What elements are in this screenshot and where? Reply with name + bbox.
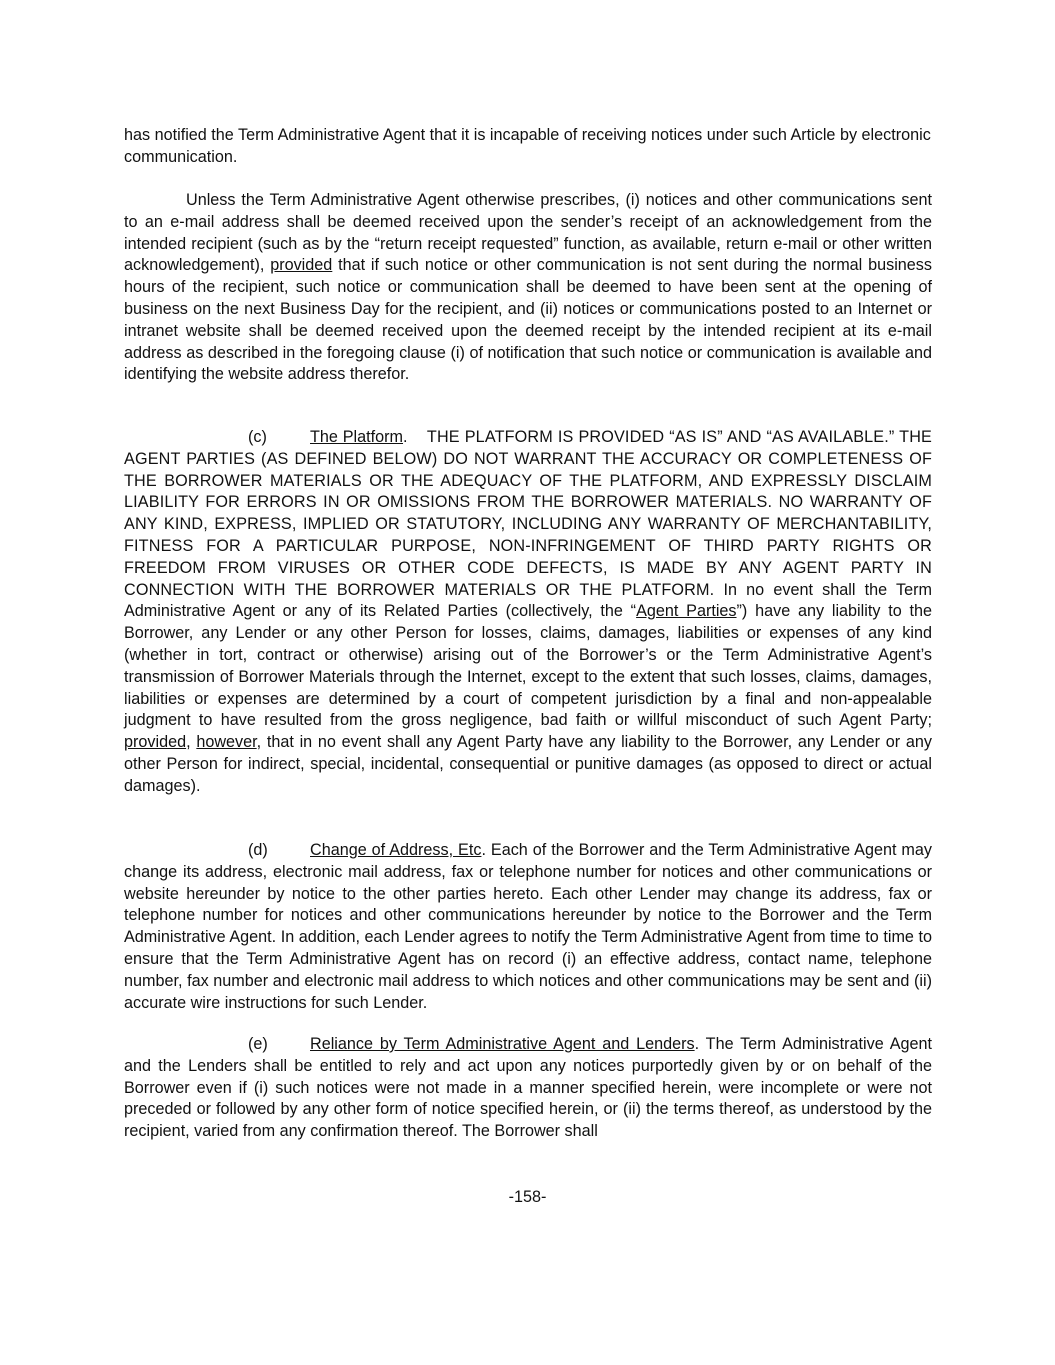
paragraph-continuation	[124, 125, 932, 169]
agent-parties-term: Agent Parties	[636, 602, 737, 621]
section-heading: Change of Address, Etc	[310, 841, 482, 859]
section-label: (e)	[248, 1035, 268, 1053]
paragraph-text: ”) have any liability to the Borrower, any Lender or any other Person for losses, claims, damages, liabilities or expenses of any kind (whether in tort, contract or otherwise) arising out of the Borrower’s or the Term Administrative Agent’s transmission of Borrower Materials through the Internet, except to the extent that such losses, claims, damages, liabilities or expenses are determined by a court of competent jurisdiction by a final and non-appealable judgment to have resulted from the gross negligence, bad faith or willful misconduct of such Agent Party;	[124, 602, 932, 730]
paragraph-text: , that in no event shall any Agent Party have any liability to the Borrower, any Lender or any other Person for indirect, special, incidental, consequential or punitive damages (as opposed to direct or actual damages).	[124, 733, 932, 795]
section-label: (d)	[248, 841, 268, 859]
however-term: however	[196, 733, 257, 752]
page-number: -158-	[508, 1188, 547, 1206]
heading-period: .	[403, 428, 408, 446]
provided-term: provided	[124, 733, 187, 752]
section-c-the-platform	[124, 427, 932, 798]
section-heading: Reliance by Term Administrative Agent and Lenders	[310, 1035, 695, 1053]
paragraph-text: In no event shall the Term Administrative Agent or any of its Related Parties (collectively, the “	[124, 580, 933, 621]
paragraph-notice-receipt	[124, 190, 932, 386]
paragraph-text: that if such notice or other communication is not sent during the normal business hours of the recipient, such notice or communication shall be deemed to have been sent at the opening of business on the next Business Day for the recipient, and (ii) notices or communications posted to an Internet or intranet website shall be deemed received upon the deemed receipt by the intended recipient at its e-mail address as described in the foregoing clause (i) of notification that such notice or communication is available and identifying the website address therefor.	[124, 256, 932, 384]
paragraph-text: has notified the Term Administrative Agent that it is incapable of receiving notices under such Article by electronic communication.	[124, 126, 931, 166]
paragraph-text: . Each of the Borrower and the Term Administrative Agent may change its address, electronic mail address, fax or telephone number for notices and other communications or website hereunder by notice to the other parties hereto. Each other Lender may change its address, fax or telephone number for notices and other communications hereunder by notice to the Borrower and the Term Administrative Agent. In addition, each Lender agrees to notify the Term Administrative Agent from time to time to ensure that the Term Administrative Agent has on record (i) an effective address, contact name, telephone number, fax number and electronic mail address to which notices and other communications may be sent and (ii) accurate wire instructions for such Lender.	[124, 841, 932, 1012]
section-d-change-of-address	[124, 840, 932, 1014]
disclaimer-text: THE PLATFORM IS PROVIDED “AS IS” AND “AS AVAILABLE.” THE AGENT PARTIES (AS DEFINED BELOW) DO NOT WARRANT THE ACCURACY OR COMPLETENESS OF THE BORROWER MATERIALS OR THE ADEQUACY OF THE PLATFORM, AND EXPRESSLY DISCLAIM LIABILITY FOR ERRORS IN OR OMISSIONS FROM THE BORROWER MATERIALS. NO WARRANTY OF ANY KIND, EXPRESS, IMPLIED OR STATUTORY, INCLUDING ANY WARRANTY OF MERCHANTABILITY, FITNESS FOR A PARTICULAR PURPOSE, NON-INFRINGEMENT OF THIRD PARTY RIGHTS OR FREEDOM FROM VIRUSES OR OTHER CODE DEFECTS, IS MADE BY ANY AGENT PARTY IN CONNECTION WITH THE BORROWER MATERIALS OR THE PLATFORM.	[124, 428, 932, 599]
paragraph-text: Unless the Term Administrative Agent otherwise prescribes, (i) notices and other communications sent to an e-mail address shall be deemed received upon the sender’s receipt of an acknowledgement from the intended recipient (such as by the “return receipt requested” function, as available, return e-mail or other written acknowledgement),	[124, 191, 932, 275]
provided-term: provided	[270, 256, 333, 275]
section-heading: The Platform	[310, 428, 404, 446]
comma-text: ,	[186, 733, 197, 752]
paragraph-text: . The Term Administrative Agent and the Lenders shall be entitled to rely and act upon any notices purportedly given by or on behalf of the Borrower even if (i) such notices were not made in a manner specified herein, were incomplete or were not preceded or followed by any other form of notice specified herein, or (ii) the terms thereof, as understood by the recipient, varied from any confirmation thereof. The Borrower shall	[124, 1035, 932, 1141]
section-e-reliance	[124, 1034, 932, 1143]
section-label: (c)	[248, 428, 267, 446]
